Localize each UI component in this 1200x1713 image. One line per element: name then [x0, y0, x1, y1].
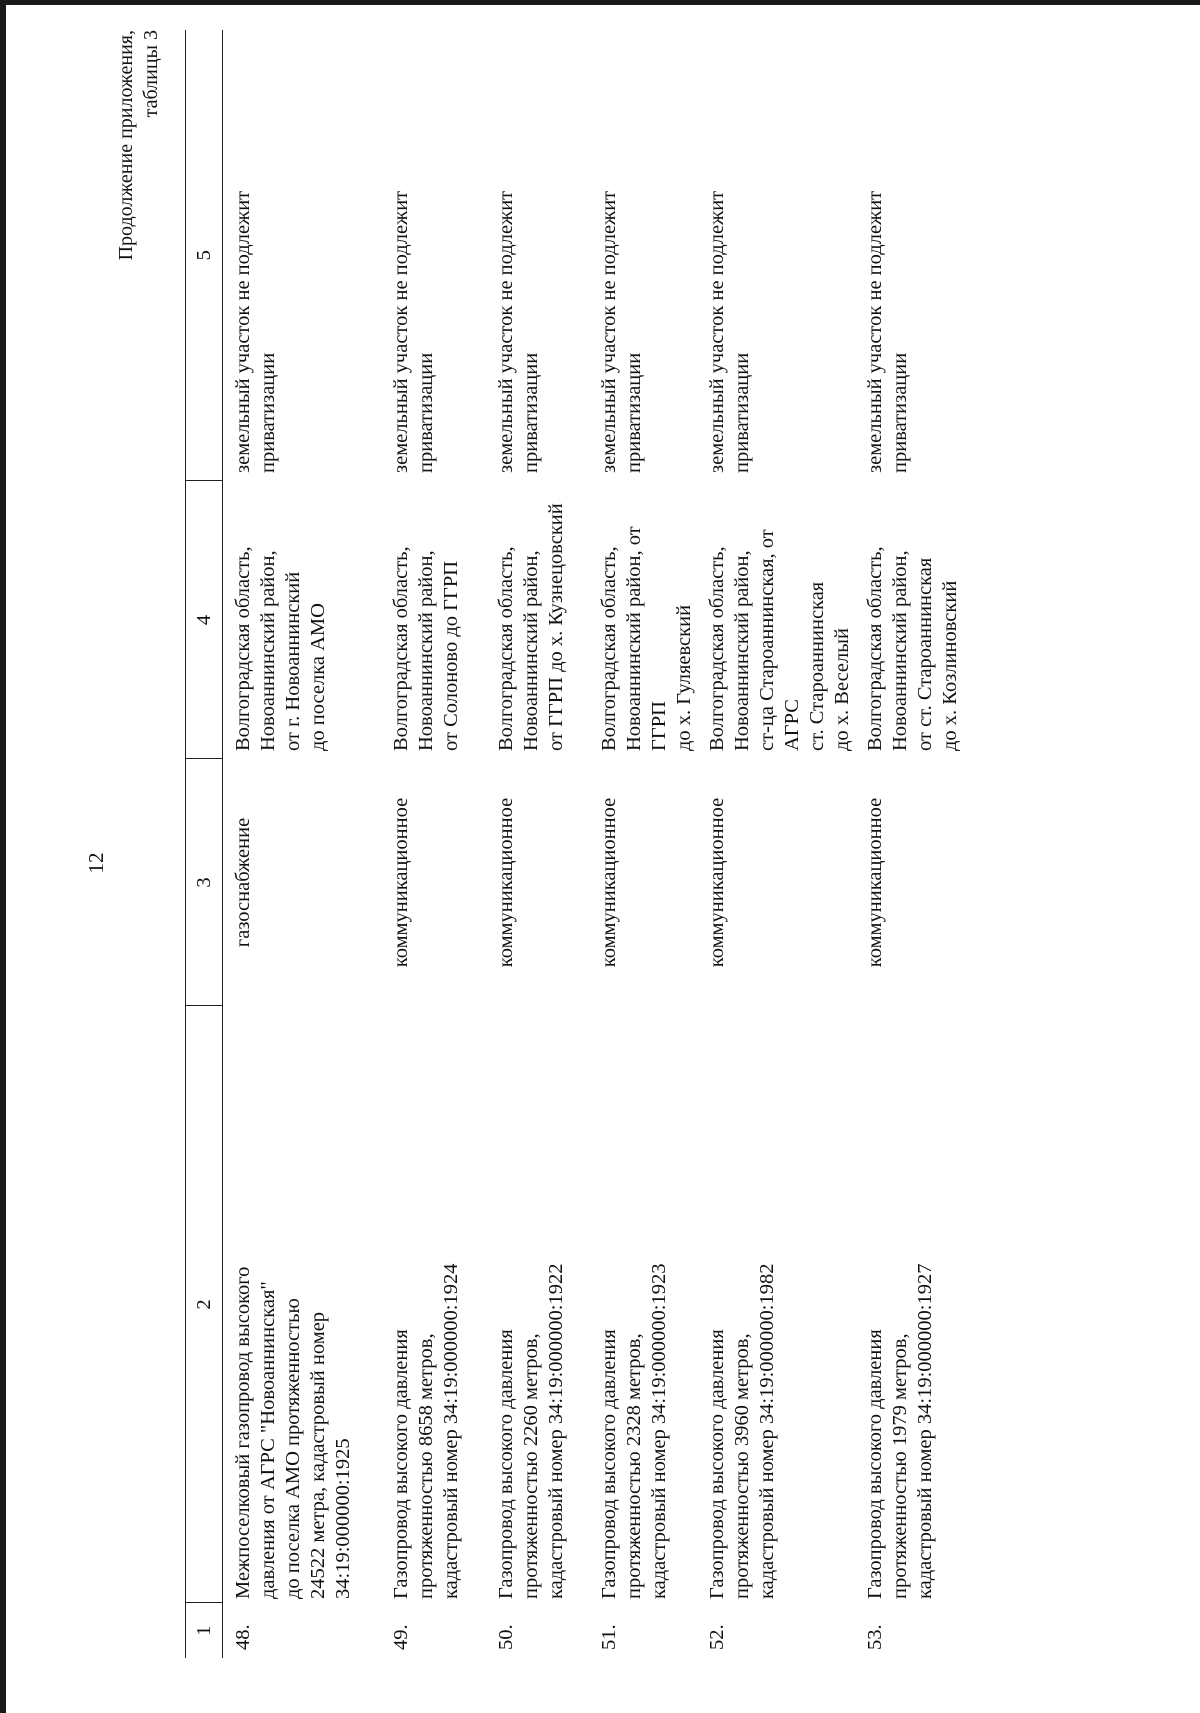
- row-number: 51.: [597, 1624, 620, 1650]
- object-description: Газопровод высокого давления протяженностью 8658 метров, кадастровый номер 34:19:000000:1924: [389, 1263, 462, 1599]
- object-description: Газопровод высокого давления протяженностью 2328 метров, кадастровый номер 34:19:000000:1923: [597, 1263, 670, 1599]
- row-number: 49.: [389, 1624, 412, 1650]
- object-purpose: коммуникационное: [863, 797, 886, 968]
- row-number: 52.: [705, 1624, 728, 1650]
- object-note: земельный участок не подлежит приватизации: [232, 190, 279, 473]
- table-row: [223, 30, 381, 1658]
- continuation-note: [114, 30, 164, 298]
- object-description: Межпоселковый газопровод высокого давления от АГРС "Новоаннинская" до поселка АМО протяженностью 24522 метра, кадастровый номер 34:19:000000:1925: [232, 1266, 354, 1599]
- table-row: [486, 30, 589, 1658]
- column-header-2: 2: [186, 1006, 223, 1603]
- object-location: Волгоградская область, Новоаннинский район, от ГГРП до х. Гуляевский: [597, 526, 695, 751]
- column-header-1: 1: [186, 1603, 223, 1658]
- row-number: 50.: [494, 1624, 517, 1650]
- page-number: 12: [84, 852, 108, 874]
- object-location: Волгоградская область, Новоаннинский район, от Солоново до ГГРП: [389, 546, 462, 751]
- object-description: Газопровод высокого давления протяженностью 3960 метров, кадастровый номер 34:19:000000:1982: [705, 1263, 778, 1599]
- table-row: [589, 30, 697, 1658]
- object-location: Волгоградская область, Новоаннинский район, ст-ца Староаннинская, от АГРС ст. Староаннинская до х. Веселый: [705, 529, 853, 751]
- column-header-3: 3: [186, 759, 223, 1006]
- column-header-4: 4: [186, 481, 223, 759]
- object-purpose: коммуникационное: [494, 797, 517, 968]
- table-row: [697, 30, 855, 1658]
- table-row: [381, 30, 486, 1658]
- object-note: земельный участок не подлежит приватизации: [705, 190, 753, 473]
- object-note: земельный участок не подлежит приватизации: [494, 190, 542, 473]
- object-note: земельный участок не подлежит приватизации: [863, 190, 911, 473]
- object-note: земельный участок не подлежит приватизации: [389, 190, 437, 473]
- object-note: земельный участок не подлежит приватизации: [597, 190, 645, 473]
- objects-table: [185, 30, 965, 1658]
- table-row: [855, 30, 965, 1658]
- object-location: Волгоградская область, Новоаннинский район, от ст. Староаннинская до х. Козлиновский: [863, 546, 961, 751]
- object-location: Волгоградская область, Новоаннинский район, от г. Новоаннинский до поселка АМО: [232, 546, 329, 751]
- object-purpose: газоснабжение: [232, 817, 254, 948]
- object-description: Газопровод высокого давления протяженностью 2260 метров, кадастровый номер 34:19:000000:1922: [494, 1263, 567, 1599]
- object-description: Газопровод высокого давления протяженностью 1979 метров, кадастровый номер 34:19:000000:1927: [863, 1263, 936, 1599]
- continuation-line-1: Продолжение приложения,: [115, 30, 137, 261]
- object-purpose: коммуникационное: [597, 797, 620, 968]
- column-header-5: 5: [186, 30, 223, 481]
- object-purpose: коммуникационное: [705, 797, 728, 968]
- row-number: 53.: [863, 1624, 886, 1650]
- object-purpose: коммуникационное: [389, 797, 412, 968]
- object-location: Волгоградская область, Новоаннинский район, от ГГРП до х. Кузнецовский: [494, 503, 567, 751]
- table-header-row: [186, 30, 223, 1658]
- row-number: 48.: [232, 1624, 254, 1650]
- continuation-line-2: таблицы 3: [140, 30, 162, 118]
